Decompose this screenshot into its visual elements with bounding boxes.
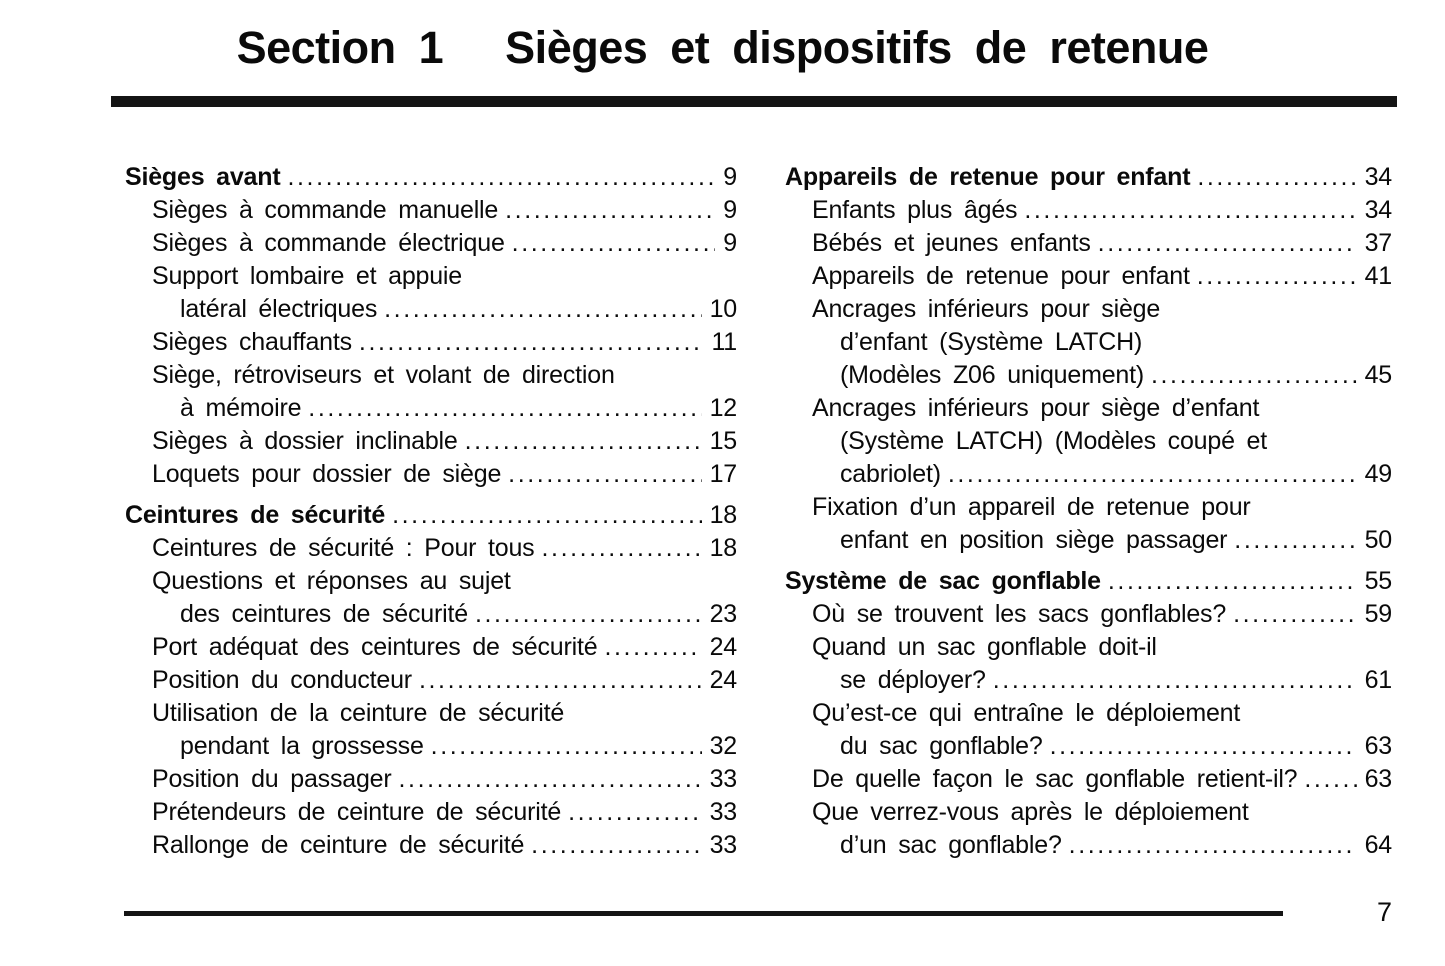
toc-entry: [125, 763, 737, 796]
toc-entry-line: [152, 796, 737, 829]
toc-entry: [785, 392, 1392, 491]
toc-entry: [125, 829, 737, 862]
toc-entry-text: Ancrages inférieurs pour siège: [812, 295, 1161, 323]
toc-entry-text: Ceintures de sécurité : Pour tous: [152, 534, 535, 562]
toc-page-number: 34: [1364, 163, 1392, 191]
toc-page-number: 18: [709, 501, 737, 529]
dot-leader: [568, 796, 702, 829]
toc-entry: [125, 194, 737, 227]
toc-page-number: 11: [711, 328, 737, 356]
toc-entry-line: [812, 631, 1392, 664]
toc-entry: [785, 161, 1392, 194]
toc-page-number: 49: [1364, 460, 1392, 488]
toc-page-number: 55: [1364, 567, 1392, 595]
toc-page-number: 64: [1364, 831, 1392, 859]
dot-leader: [1069, 829, 1357, 862]
toc-entry-text: Quand un sac gonflable doit-il: [812, 633, 1157, 661]
dot-leader: [1050, 730, 1357, 763]
toc-page-number: 23: [709, 600, 737, 628]
dot-leader: [359, 326, 704, 359]
toc-page-number: 50: [1364, 526, 1392, 554]
toc-entry-line: [812, 598, 1392, 631]
toc-entry-line: [152, 458, 737, 491]
toc-entry-text: enfant en position siège passager: [840, 526, 1228, 554]
toc-entry-line: [812, 697, 1392, 730]
toc-entry-text: se déployer?: [840, 666, 986, 694]
dot-leader: [431, 730, 702, 763]
dot-leader: [993, 664, 1357, 697]
toc-entry: [125, 565, 737, 631]
toc-entry-line: [125, 499, 737, 532]
footer-rule: [124, 911, 1283, 916]
toc-entry: [125, 499, 737, 532]
toc-entry-text: Fixation d’un appareil de retenue pour: [812, 493, 1251, 521]
dot-leader: [419, 664, 702, 697]
toc-entry: [125, 697, 737, 763]
toc-entry-line: [812, 524, 1392, 557]
toc-entry-line: [812, 227, 1392, 260]
toc-entry-text: Enfants plus âgés: [812, 196, 1018, 224]
toc-entry-line: [812, 730, 1392, 763]
toc-entry-line: [152, 631, 737, 664]
toc-entry-text: latéral électriques: [180, 295, 378, 323]
toc-entry: [785, 598, 1392, 631]
toc-entry-text: Appareils de retenue pour enfant: [812, 262, 1190, 290]
toc-entry-text: Sièges à commande manuelle: [152, 196, 499, 224]
toc-page-number: 9: [723, 163, 737, 191]
toc-entry-line: [812, 194, 1392, 227]
dot-leader: [505, 194, 715, 227]
toc-entry-line: [812, 425, 1392, 458]
toc-entry-line: [812, 458, 1392, 491]
toc-entry-text: Que verrez-vous après le déploiement: [812, 798, 1249, 826]
toc-entry-text: d’enfant (Système LATCH): [840, 328, 1143, 356]
toc-entry: [125, 532, 737, 565]
toc-entry-text: Position du conducteur: [152, 666, 412, 694]
toc-entry-line: [812, 664, 1392, 697]
toc-page-number: 63: [1364, 732, 1392, 760]
header-rule: [111, 96, 1397, 107]
toc-entry-text: Qu’est-ce qui entraîne le déploiement: [812, 699, 1241, 727]
dot-leader: [512, 227, 716, 260]
toc-entry-text: Rallonge de ceinture de sécurité: [152, 831, 525, 859]
dot-leader: [384, 293, 701, 326]
toc-entry-text: Système de sac gonflable: [785, 567, 1101, 595]
section-label: Section 1: [236, 22, 444, 73]
dot-leader: [1151, 359, 1357, 392]
toc-entry: [125, 458, 737, 491]
dot-leader: [541, 532, 701, 565]
toc-entry-text: du sac gonflable?: [840, 732, 1043, 760]
toc-entry: [125, 326, 737, 359]
dot-leader: [475, 598, 702, 631]
toc-entry: [785, 763, 1392, 796]
dot-leader: [1197, 161, 1356, 194]
toc-entry: [125, 359, 737, 425]
toc-entry-text: cabriolet): [840, 460, 941, 488]
toc-entry-line: [812, 392, 1392, 425]
toc-entry-line: [152, 730, 737, 763]
toc-page-number: 37: [1364, 229, 1392, 257]
dot-leader: [1098, 227, 1357, 260]
toc-entry: [125, 227, 737, 260]
dot-leader: [531, 829, 701, 862]
toc-entry-line: [152, 260, 737, 293]
toc-entry-text: Questions et réponses au sujet: [152, 567, 511, 595]
toc-entry: [125, 260, 737, 326]
toc-page-number: 61: [1364, 666, 1392, 694]
toc-entry-text: Bébés et jeunes enfants: [812, 229, 1091, 257]
dot-leader: [1304, 763, 1356, 796]
toc-entry-line: [152, 326, 737, 359]
toc-page-number: 12: [709, 394, 737, 422]
toc-entry-line: [812, 829, 1392, 862]
toc-page-number: 24: [709, 633, 737, 661]
toc-entry-line: [125, 161, 737, 194]
toc-column-right: [785, 161, 1392, 862]
toc-entry-line: [152, 293, 737, 326]
dot-leader: [1234, 524, 1356, 557]
toc-entry-text: pendant la grossesse: [180, 732, 424, 760]
page-number: 7: [1376, 897, 1392, 927]
toc-entry: [785, 194, 1392, 227]
dot-leader: [948, 458, 1357, 491]
toc-page-number: 24: [709, 666, 737, 694]
toc-column-left: [125, 161, 737, 862]
toc-entry: [785, 293, 1392, 392]
toc-entry-line: [812, 326, 1392, 359]
toc-entry-text: De quelle façon le sac gonflable retient-il?: [812, 765, 1298, 793]
toc-entry: [785, 565, 1392, 598]
toc-page-number: 15: [709, 427, 737, 455]
toc-page-number: 45: [1364, 361, 1392, 389]
page-title: [0, 22, 1445, 74]
toc-entry-text: Sièges avant: [125, 163, 281, 191]
toc-entry-text: Ceintures de sécurité: [125, 501, 386, 529]
toc-entry-text: à mémoire: [180, 394, 302, 422]
toc-entry: [785, 697, 1392, 763]
toc-entry: [125, 796, 737, 829]
toc-page-number: 32: [709, 732, 737, 760]
toc-entry: [125, 425, 737, 458]
toc-entry-line: [785, 565, 1392, 598]
toc-entry-text: d’un sac gonflable?: [840, 831, 1062, 859]
toc-entry-text: Loquets pour dossier de siège: [152, 460, 502, 488]
toc-entry-line: [152, 697, 737, 730]
toc-entry-line: [152, 194, 737, 227]
toc-entry: [785, 260, 1392, 293]
toc-entry-text: Sièges à commande électrique: [152, 229, 505, 257]
toc-entry-text: Support lombaire et appuie: [152, 262, 462, 290]
toc-entry-text: Prétendeurs de ceinture de sécurité: [152, 798, 562, 826]
toc-entry: [125, 161, 737, 194]
toc-entry-text: des ceintures de sécurité: [180, 600, 468, 628]
toc-page-number: 33: [709, 798, 737, 826]
toc-entry-text: Position du passager: [152, 765, 392, 793]
toc-entry-line: [152, 829, 737, 862]
toc-entry: [785, 631, 1392, 697]
toc-entry-text: (Système LATCH) (Modèles coupé et: [840, 427, 1267, 455]
toc-entry: [785, 796, 1392, 862]
toc-entry-line: [152, 532, 737, 565]
toc-entry-text: Appareils de retenue pour enfant: [785, 163, 1191, 191]
dot-leader: [308, 392, 701, 425]
toc-entry-text: Ancrages inférieurs pour siège d’enfant: [812, 394, 1260, 422]
toc-entry: [785, 227, 1392, 260]
toc-entry-line: [152, 227, 737, 260]
dot-leader: [1233, 598, 1357, 631]
dot-leader: [465, 425, 702, 458]
toc-entry-line: [812, 293, 1392, 326]
toc-entry-line: [152, 392, 737, 425]
toc-entry-line: [812, 796, 1392, 829]
toc-page-number: 33: [709, 765, 737, 793]
toc-entry-line: [812, 491, 1392, 524]
toc-page-number: 33: [709, 831, 737, 859]
toc-page-number: 63: [1364, 765, 1392, 793]
section-title: Sièges et dispositifs de retenue: [505, 22, 1209, 73]
dot-leader: [392, 499, 702, 532]
toc-entry-text: (Modèles Z06 uniquement): [840, 361, 1144, 389]
toc-page-number: 9: [723, 229, 737, 257]
dot-leader: [398, 763, 701, 796]
dot-leader: [508, 458, 701, 491]
toc-entry-line: [785, 161, 1392, 194]
toc-entry-line: [152, 425, 737, 458]
dot-leader: [1197, 260, 1357, 293]
toc-entry-text: Utilisation de la ceinture de sécurité: [152, 699, 565, 727]
toc-page-number: 59: [1364, 600, 1392, 628]
dot-leader: [1024, 194, 1356, 227]
toc-entry-text: Sièges chauffants: [152, 328, 352, 356]
toc-entry: [785, 491, 1392, 557]
toc-page-number: 17: [709, 460, 737, 488]
toc-entry-text: Port adéquat des ceintures de sécurité: [152, 633, 598, 661]
toc-page-number: 18: [709, 534, 737, 562]
toc-entry-line: [152, 359, 737, 392]
dot-leader: [604, 631, 701, 664]
dot-leader: [287, 161, 715, 194]
toc-entry-line: [152, 598, 737, 631]
toc-entry-text: Où se trouvent les sacs gonflables?: [812, 600, 1227, 628]
toc-page-number: 9: [723, 196, 737, 224]
toc-page-number: 10: [709, 295, 737, 323]
toc-entry-line: [812, 763, 1392, 796]
toc-page-number: 41: [1364, 262, 1392, 290]
toc-entry-text: Sièges à dossier inclinable: [152, 427, 458, 455]
toc-entry-line: [152, 763, 737, 796]
toc-entry-line: [152, 565, 737, 598]
toc-page-number: 34: [1364, 196, 1392, 224]
toc-entry: [125, 631, 737, 664]
toc-entry-text: Siège, rétroviseurs et volant de direction: [152, 361, 615, 389]
toc-entry-line: [812, 359, 1392, 392]
toc-entry-line: [152, 664, 737, 697]
toc-entry-line: [812, 260, 1392, 293]
toc-entry: [125, 664, 737, 697]
dot-leader: [1108, 565, 1357, 598]
